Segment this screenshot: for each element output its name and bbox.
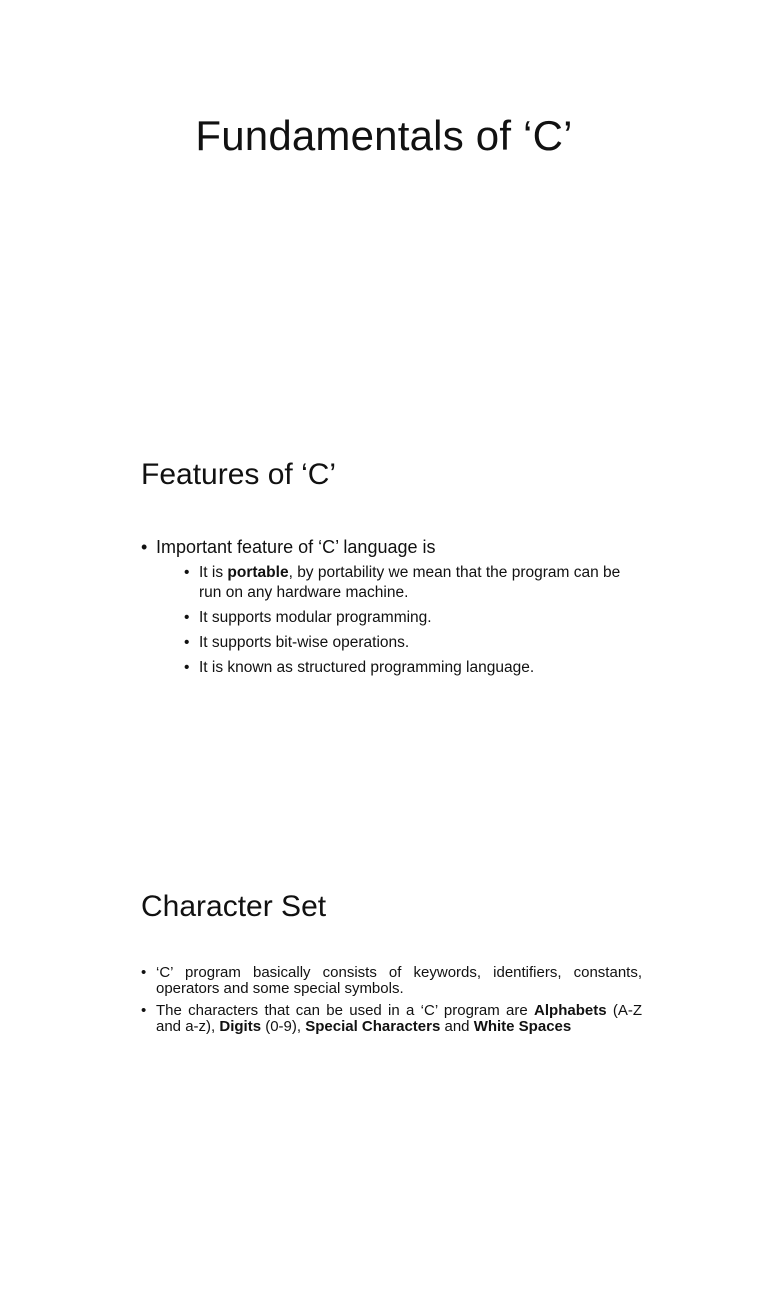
item-text-bold: Digits: [219, 1018, 262, 1035]
sub-bullet-list: [156, 563, 646, 678]
slide-title: Fundamentals of ‘C’: [195, 112, 573, 159]
list-item: [184, 633, 646, 653]
item-text: It supports modular programming.: [199, 609, 432, 626]
list-item: [184, 608, 646, 628]
bullet-icon: •: [184, 564, 190, 581]
item-text-post: , by portability we mean that the program can be run on any hardware machine.: [199, 564, 621, 601]
item-text-pre: The characters that can be used in a ‘C’ program are: [156, 1002, 535, 1019]
list-item: [141, 536, 646, 678]
item-text-bold: Alphabets: [534, 1002, 607, 1019]
item-text-pre: It is: [199, 564, 228, 581]
list-item: [141, 965, 642, 997]
item-text-mid: (0-9),: [261, 1018, 306, 1035]
bullet-icon: •: [184, 609, 190, 626]
item-text: It supports bit-wise operations.: [199, 634, 410, 651]
slide-heading: Features of ‘C’: [141, 458, 337, 491]
character-set-slide: [0, 864, 768, 1296]
item-text-mid: and: [440, 1018, 474, 1035]
bullet-list: [141, 965, 642, 1041]
bullet-icon: •: [184, 634, 190, 651]
bullet-icon: •: [141, 1002, 147, 1019]
item-text-mid: (A-Z and a-z),: [156, 1002, 642, 1035]
item-text-bold: Special Characters: [305, 1018, 441, 1035]
slide-heading: Character Set: [141, 890, 327, 923]
item-text: ‘C’ program basically consists of keywords, identifiers, constants, operators and some special symbols.: [156, 964, 642, 997]
item-text-bold: portable: [227, 564, 289, 581]
bullet-text: Important feature of ‘C’ language is: [156, 537, 436, 557]
list-item: [141, 1003, 642, 1035]
item-text-bold: White Spaces: [473, 1018, 572, 1035]
list-item: [184, 563, 646, 603]
list-item: [184, 658, 646, 678]
bullet-list: [141, 536, 646, 683]
bullet-icon: •: [141, 537, 148, 557]
features-slide: [0, 432, 768, 864]
bullet-icon: •: [184, 659, 190, 676]
bullet-icon: •: [141, 964, 147, 981]
title-slide: [0, 0, 768, 432]
item-text: It is known as structured programming language.: [199, 659, 535, 676]
